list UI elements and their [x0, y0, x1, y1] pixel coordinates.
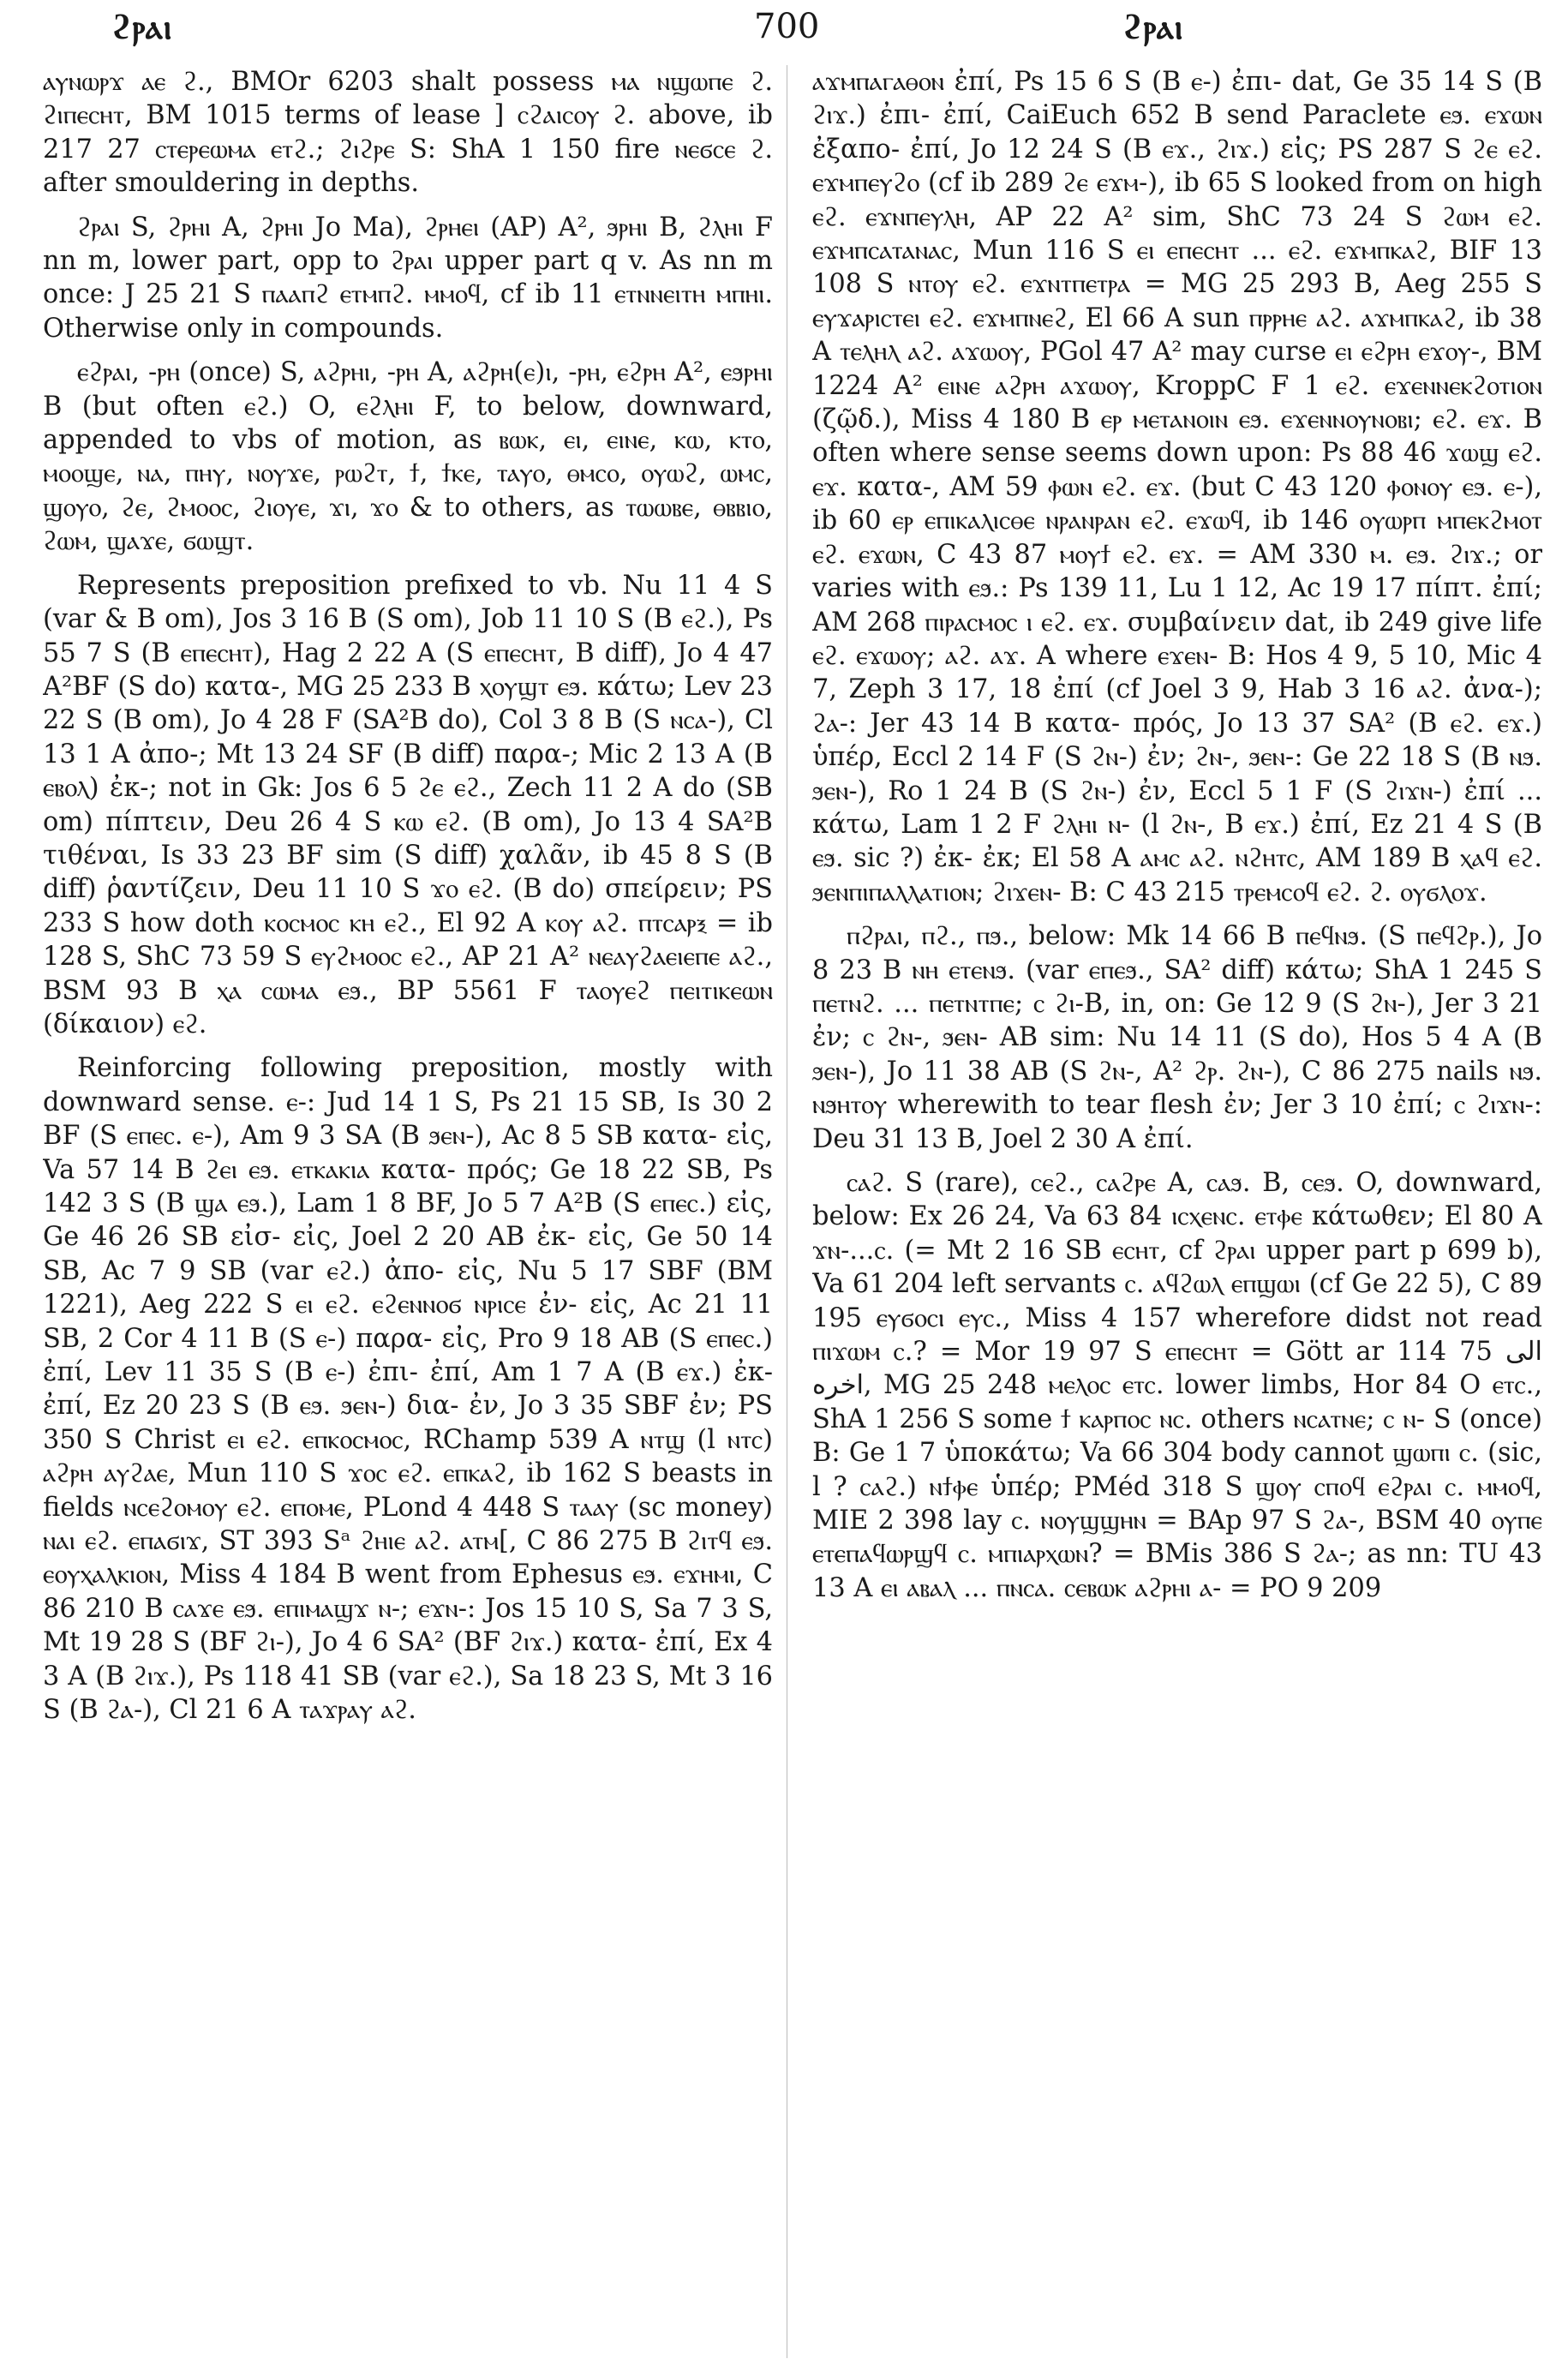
paragraph-continuation: ⲁⲩⲛⲱⲣϫ ⲁⲉ ϩ., BMOr 6203 shalt possess ⲙⲁ ⲛϣⲱⲡⲉ ϩ. ϩⲓⲡⲉⲥⲏⲧ, BM 1015 terms of lease ] ⲥϩⲁⲓⲥⲟⲩ ϩ. above, ib 217 27 ⲥⲧⲉⲣⲉⲱⲙⲁ ⲉⲧϩ.; ϩⲓϩⲣⲉ S: ShA 1 150 fire ⲛⲉϭⲥⲉ ϩ. after smouldering in depths.: [43, 67, 773, 199]
subentry-paragraph: ⲡϩⲣⲁⲓ, ⲡϩ., ⲡϧ., below: Mk 14 66 B ⲡⲉϥⲛϧ. (S ⲡⲉϥϩⲣ.), Jo 8 23 B ⲛⲏ ⲉⲧⲉⲛϧ. (var ⲉⲡⲉϧ., SA² diff) κάτω; ShA 1 245 S ⲡⲉⲧⲛϩ. ... ⲡⲉⲧⲛⲧⲡⲉ; ⲥ ϩⲓ-B, in, on: Ge 12 9 (S ϩⲛ-), Jer 3 21 ἐν; ⲥ ϩⲛ-, ϧⲉⲛ- AB sim: Nu 14 11 (S do), Hos 5 4 A (B ϧⲉⲛ-), Jo 11 38 AB (S ϩⲛ-, A² ϩⲣ. ϩⲛ-), C 86 275 nails ⲛϧ. ⲛϧⲏⲧⲟⲩ wherewith to tear flesh ἐν; Jer 3 10 ἐπί; ⲥ ϩⲓϫⲛ-: Deu 31 13 B, Joel 2 30 A ἐπί.: [812, 921, 1542, 1154]
left-column: [43, 65, 773, 2358]
subentry-paragraph: ⲥⲁϩ. S (rare), ⲥⲉϩ., ⲥⲁϩⲣⲉ A, ⲥⲁϧ. B, ⲥⲉϧ. O, downward, below: Ex 26 24, Va 63 84 ⲓⲥⲭⲉⲛⲥ. ⲉⲧⲫⲉ κάτωθεν; El 80 A ϫⲛ-...ⲥ. (= Mt 2 16 SB ⲉⲥⲏⲧ, cf ϩⲣⲁⲓ upper part p 699 b), Va 61 204 left servants ⲥ. ⲁϥϩⲱⲗ ⲉⲡϣⲱⲓ (cf Ge 22 5), C 89 195 ⲉⲩϭⲟⲥⲓ ⲉⲩⲥ., Miss 4 157 wherefore didst not read ⲡⲓϫⲱⲙ ⲥ.? = Mor 19 97 S ⲉⲡⲉⲥⲏⲧ = Gött ar 114 75 الى اخره, MG 25 248 ⲙⲉⲗⲟⲥ ⲉⲧⲥ. lower limbs, Hor 84 O ⲉⲧⲥ., ShA 1 256 S some ϯ ⲕⲁⲣⲡⲟⲥ ⲛⲥ. others ⲛⲥⲁⲧⲛⲉ; ⲥ ⲛ- S (once) B: Ge 1 7 ὑποκάτω; Va 66 304 body cannot ϣⲱⲡⲓ ⲥ. (sic, l ? ⲥⲁϩ.) ⲛϯⲫⲉ ὑπέρ; PMéd 318 S ϣⲟⲩ ⲥⲡⲟϥ ⲉϩⲣⲁⲓ ⲥ. ⲙⲙⲟϥ, MIE 2 398 lay ⲥ. ⲛⲟⲩϣϣⲏⲛ = BAp 97 S ϩⲁ-, BSM 40 ⲟⲩⲡⲉ ⲉⲧⲉⲡⲁϥⲱⲣϣϥ ⲥ. ⲙⲡⲓⲁⲣⲭⲱⲛ? = BMis 386 S ϩⲁ-; as nn: TU 43 13 A ⲉⲓ ⲁⲃⲁⲗ ... ⲡⲛⲥⲁ. ⲥⲉⲃⲱⲕ ⲁϩⲣⲏⲓ ⲁ- = PO 9 209: [812, 1168, 1542, 1603]
subentry-paragraph: ⲉϩⲣⲁⲓ, -ⲣⲏ (once) S, ⲁϩⲣⲏⲓ, -ⲣⲏ A, ⲁϩⲣⲏ(ⲉ)ⲓ, -ⲣⲏ, ⲉϩⲣⲏ A², ⲉϧⲣⲏⲓ B (but often ⲉϩ.) O, ⲉϩⲗⲏⲓ F, to below, downward, appended to vbs of motion, as ⲃⲱⲕ, ⲉⲓ, ⲉⲓⲛⲉ, ⲕⲱ, ⲕⲧⲟ, ⲙⲟⲟϣⲉ, ⲛⲁ, ⲡⲏⲩ, ⲛⲟⲩϫⲉ, ⲣⲱϩⲧ, ϯ, ϯⲕⲉ, ⲧⲁⲩⲟ, ⲑⲙⲥⲟ, ⲟⲩⲱϩ, ⲱⲙⲥ, ϣⲟⲩⲟ, ϩⲉ, ϩⲙⲟⲟⲥ, ϩⲓⲟⲩⲉ, ϫⲓ, ϫⲟ & to others, as ⲧⲱⲱⲃⲉ, ⲑⲃⲃⲓⲟ, ϩⲱⲙ, ϣⲁϫⲉ, ϭⲱϣⲧ.: [43, 357, 773, 557]
right-column: [812, 65, 1542, 2358]
paragraph-continuation: ⲁϫⲙⲡⲁⲅⲁⲑⲟⲛ ἐπί, Ps 15 6 S (B ⲉ-) ἐπι- dat, Ge 35 14 S (B ϩⲓϫ.) ἐπι- ἐπί, CaiEuch 652 B send Paraclete ⲉϧ. ⲉϫⲱⲛ ἐξαπο- ἐπί, Jo 12 24 S (B ⲉϫ., ϩⲓϫ.) εἰς; PS 287 S ϩⲉ ⲉϩ. ⲉϫⲙⲡⲉⲩϩⲟ (cf ib 289 ϩⲉ ⲉϫⲙ-), ib 65 S looked from on high ⲉϩ. ⲉϫⲛⲡⲉⲩⲗⲏ, AP 22 A² sim, ShC 73 24 S ϩⲱⲙ ⲉϩ. ⲉϫⲙⲡⲥⲁⲧⲁⲛⲁⲥ, Mun 116 S ⲉⲓ ⲉⲡⲉⲥⲏⲧ ... ⲉϩ. ⲉϫⲙⲡⲕⲁϩ, BIF 13 108 S ⲛⲧⲟⲩ ⲉϩ. ⲉϫⲛⲧⲡⲉⲧⲣⲁ = MG 25 293 B, Aeg 255 S ⲉⲩϫⲁⲣⲓⲥⲧⲉⲓ ⲉϩ. ⲉϫⲙⲡⲛⲉϩ, El 66 A sun ⲡⲣⲣⲏⲉ ⲁϩ. ⲁϫⲙⲡⲕⲁϩ, ib 38 A ⲧⲉⲗⲏⲗ ⲁϩ. ⲁϫⲱⲟⲩ, PGol 47 A² may curse ⲉⲓ ⲉϩⲣⲏ ⲉϫⲟⲩ-, BM 1224 A² ⲉⲓⲛⲉ ⲁϩⲣⲏ ⲁϫⲱⲟⲩ, KroppC F 1 ⲉϩ. ⲉϫⲉⲛⲛⲉⲕϩⲟⲧⲓⲟⲛ (ζῷδ.), Miss 4 180 B ⲉⲣ ⲙⲉⲧⲁⲛⲟⲓⲛ ⲉϧ. ⲉϫⲉⲛⲛⲟⲩⲛⲟⲃⲓ; ⲉϩ. ⲉϫ. B often where sense seems down upon: Ps 88 46 ϫⲱϣ ⲉϩ. ⲉϫ. κατα-, AM 59 ⲫⲱⲛ ⲉϩ. ⲉϫ. (but C 43 120 ⲫⲟⲛⲟⲩ ⲉϧ. ⲉ-), ib 60 ⲉⲣ ⲉⲡⲓⲕⲁⲗⲓⲥⲑⲉ ⲛⲣⲁⲛⲣⲁⲛ ⲉϩ. ⲉϫⲱϥ, ib 146 ⲟⲩⲱⲣⲡ ⲙⲡⲉⲕϩⲙⲟⲧ ⲉϩ. ⲉϫⲱⲛ, C 43 87 ⲙⲟⲩϯ ⲉϩ. ⲉϫ. = AM 330 ⲙ. ⲉϧ. ϩⲓϫ.; or varies with ⲉϧ.: Ps 139 11, Lu 1 12, Ac 19 17 πίπτ. ἐπί; AM 268 ⲡⲓⲣⲁⲥⲙⲟⲥ ⲓ ⲉϩ. ⲉϫ. συμβαίνειν dat, ib 249 give life ⲉϩ. ⲉϫⲱⲟⲩ; ⲁϩ. ⲁϫ. A where ⲉϫⲉⲛ- B: Hos 4 9, 5 10, Mic 4 7, Zeph 3 17, 18 ἐπί (cf Joel 3 9, Hab 3 16 ⲁϩ. ἀνα-); ϩⲁ-: Jer 43 14 B κατα- πρός, Jo 13 37 SA² (B ⲉϩ. ⲉϫ.) ὑπέρ, Eccl 2 14 F (S ϩⲛ-) ἐν; ϩⲛ-, ϧⲉⲛ-: Ge 22 18 S (B ⲛϧ. ϧⲉⲛ-), Ro 1 24 B (S ϩⲛ-) ἐν, Eccl 5 1 F (S ϩⲓϫⲛ-) ἐπί ... κάτω, Lam 1 2 F ϩⲗⲏⲓ ⲛ- (l ϩⲛ-, B ⲉϫ.) ἐπί, Ez 21 4 S (B ⲉϧ. sic ?) ἐκ- ἐκ; El 58 A ⲁⲙⲥ ⲁϩ. ⲛϩⲏⲧⲥ, AM 189 B ⲭⲁϥ ⲉϩ. ϧⲉⲛⲡⲓⲡⲁⲗⲗⲁⲧⲓⲟⲛ; ϩⲓϫⲉⲛ- B: C 43 215 ⲧⲣⲉⲙⲥⲟϥ ⲉϩ. ϩ. ⲟⲩϭⲗⲟϫ.: [812, 67, 1542, 907]
header-right-word: ϩⲣⲁⲓ: [1122, 7, 1184, 47]
sense-paragraph: Reinforcing following preposition, mostly with downward sense. ⲉ-: Jud 14 1 S, Ps 21 15 SB, Is 30 2 BF (S ⲉⲡⲉⲥ. ⲉ-), Am 9 3 SA (B ϧⲉⲛ-), Ac 8 5 SB κατα- εἰς, Va 57 14 B ϩⲉⲓ ⲉϧ. ⲉⲧⲕⲁⲕⲓⲁ κατα- πρός; Ge 18 22 SB, Ps 142 3 S (B ϣⲁ ⲉϧ.), Lam 1 8 BF, Jo 5 7 A²B (S ⲉⲡⲉⲥ.) εἰς, Ge 46 26 SB εἰσ- εἰς, Joel 2 20 AB ἐκ- εἰς, Ge 50 14 SB, Ac 7 9 SB (var ⲉϩ.) ἀπο- εἰς, Nu 5 17 SBF (BM 1221), Aeg 222 S ⲉⲓ ⲉϩ. ⲉϩⲉⲛⲛⲟϭ ⲛⲣⲓⲥⲉ ἐν- εἰς, Ac 21 11 SB, 2 Cor 4 11 B (S ⲉ-) παρα- εἰς, Pro 9 18 AB (S ⲉⲡⲉⲥ.) ἐπί, Lev 11 35 S (B ⲉ-) ἐπι- ἐπί, Am 1 7 A (B ⲉϫ.) ἐκ- ἐπί, Ez 20 23 S (B ⲉϧ. ϧⲉⲛ-) δια- ἐν, Jo 3 35 SBF ἐν; PS 350 S Christ ⲉⲓ ⲉϩ. ⲉⲡⲕⲟⲥⲙⲟⲥ, RChamp 539 A ⲛⲧϣ (l ⲛⲧⲥ) ⲁϩⲣⲏ ⲁⲩϩⲁⲉ, Mun 110 S ϫⲟⲥ ⲉϩ. ⲉⲡⲕⲁϩ, ib 162 S beasts in fields ⲛⲥⲉϩⲟⲙⲟⲩ ⲉϩ. ⲉⲡⲟⲙⲉ, PLond 4 448 S ⲧⲁⲁⲩ (sc money) ⲛⲁⲓ ⲉϩ. ⲉⲡⲁϭⲓϫ, ST 393 Sᵃ ϩⲏⲓⲉ ⲁϩ. ⲁⲧⲙ[, C 86 275 B ϩⲓⲧϥ ⲉϧ. ⲉⲟⲩⲭⲁⲗⲕⲓⲟⲛ, Miss 4 184 B went from Ephesus ⲉϧ. ⲉϫⲏⲙⲓ, C 86 210 B ⲥⲁϫⲉ ⲉϧ. ⲉⲡⲓⲙⲁϣϫ ⲛ-; ⲉϫⲛ-: Jos 15 10 S, Sa 7 3 S, Mt 19 28 S (BF ϩⲓ-), Jo 4 6 SA² (BF ϩⲓϫ.) κατα- ἐπί, Ex 4 3 A (B ϩⲓϫ.), Ps 118 41 SB (var ⲉϩ.), Sa 18 23 S, Mt 3 16 S (B ϩⲁ-), Cl 21 6 A ⲧⲁϫⲣⲁⲩ ⲁϩ.: [43, 1053, 773, 1726]
entry-headword-paragraph: ϩⲣⲁⲓ S, ϩⲣⲏⲓ A, ϩⲣⲏⲓ Jo Ma), ϩⲣⲏⲉⲓ (AP) A², ϧⲣⲏⲓ B, ϩⲗⲏⲓ F nn m, lower part, opp to ϩⲣⲁⲓ upper part q v. As nn m once: J 25 21 S ⲡⲁⲁⲡϩ ⲉⲧⲙⲡϩ. ⲙⲙⲟϥ, cf ib 11 ⲉⲧⲛⲛⲉⲓⲧⲏ ⲙⲡⲏⲓ. Otherwise only in compounds.: [43, 212, 773, 344]
header-left-word: ϩⲣⲁⲓ: [111, 7, 173, 47]
sense-paragraph: Represents preposition prefixed to vb. Nu 11 4 S (var & B om), Jos 3 16 B (S om), Job 11 10 S (B ⲉϩ.), Ps 55 7 S (B ⲉⲡⲉⲥⲏⲧ), Hag 2 22 A (S ⲉⲡⲉⲥⲏⲧ, B diff), Jo 4 47 A²BF (S do) κατα-, MG 25 233 B ⲭⲟⲩϣⲧ ⲉϧ. κάτω; Lev 23 22 S (B om), Jo 4 28 F (SA²B do), Col 3 8 B (S ⲛⲥⲁ-), Cl 13 1 A ἀπο-; Mt 13 24 SF (B diff) παρα-; Mic 2 13 A (B ⲉⲃⲟⲗ) ἐκ-; not in Gk: Jos 6 5 ϩⲉ ⲉϩ., Zech 11 2 A do (SB om) πίπτειν, Deu 26 4 S ⲕⲱ ⲉϩ. (B om), Jo 13 4 SA²B τιθέναι, Is 33 23 BF sim (S diff) χαλᾶν, ib 45 8 S (B diff) ῥαντίζειν, Deu 11 10 S ϫⲟ ⲉϩ. (B do) σπείρειν; PS 233 S how doth ⲕⲟⲥⲙⲟⲥ ⲕⲏ ⲉϩ., El 92 A ⲕⲟⲩ ⲁϩ. ⲡⲧⲥⲁⲣⲝ = ib 128 S, ShC 73 59 S ⲉⲩϩⲙⲟⲟⲥ ⲉϩ., AP 21 A² ⲛⲉⲁⲩϩⲁⲉⲓⲉⲡⲉ ⲁϩ., BSM 93 B ⲭⲁ ⲥⲱⲙⲁ ⲉϧ., BP 5561 F ⲧⲁⲟⲩⲉϩ ⲡⲉⲓⲧⲓⲕⲉⲱⲛ (δίκαιον) ⲉϩ.: [43, 570, 773, 1039]
page-header: [0, 0, 1568, 60]
page-number: 700: [754, 7, 820, 46]
